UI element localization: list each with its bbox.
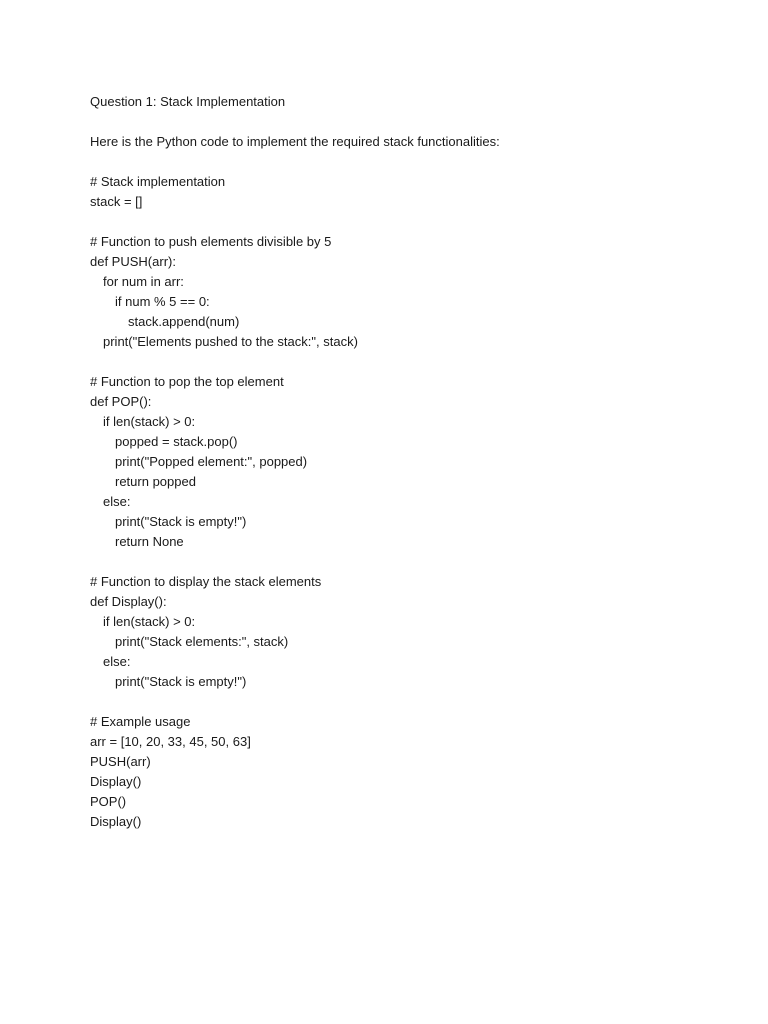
spacer bbox=[90, 552, 730, 572]
code-line: stack = [] bbox=[90, 194, 143, 209]
code-line: # Function to display the stack elements bbox=[90, 574, 322, 589]
spacer bbox=[90, 212, 730, 232]
code-line: stack.append(num) bbox=[128, 314, 240, 329]
code-line: print("Popped element:", popped) bbox=[115, 454, 308, 469]
document-body bbox=[90, 92, 730, 832]
code-line: arr = [10, 20, 33, 45, 50, 63] bbox=[90, 734, 251, 749]
code-line: Display() bbox=[90, 814, 142, 829]
code-line: Display() bbox=[90, 774, 142, 789]
code-line: return None bbox=[115, 534, 184, 549]
code-line: PUSH(arr) bbox=[90, 754, 151, 769]
code-line: if len(stack) > 0: bbox=[103, 614, 196, 629]
code-line: # Function to push elements divisible by 5 bbox=[90, 234, 332, 249]
code-line: else: bbox=[103, 494, 131, 509]
code-line: def POP(): bbox=[90, 394, 152, 409]
code-line: # Function to pop the top element bbox=[90, 374, 284, 389]
code-line: if len(stack) > 0: bbox=[103, 414, 196, 429]
code-line: else: bbox=[103, 654, 131, 669]
code-line: if num % 5 == 0: bbox=[115, 294, 210, 309]
code-line: # Example usage bbox=[90, 714, 191, 729]
spacer bbox=[90, 692, 730, 712]
code-line: def PUSH(arr): bbox=[90, 254, 176, 269]
spacer bbox=[90, 152, 730, 172]
question-title: Question 1: Stack Implementation bbox=[90, 94, 286, 109]
code-line: print("Stack elements:", stack) bbox=[115, 634, 289, 649]
code-line: def Display(): bbox=[90, 594, 167, 609]
code-line: print("Stack is empty!") bbox=[115, 674, 247, 689]
intro-text: Here is the Python code to implement the required stack functionalities: bbox=[90, 134, 500, 149]
spacer bbox=[90, 112, 730, 132]
code-line: return popped bbox=[115, 474, 196, 489]
code-line: for num in arr: bbox=[103, 274, 184, 289]
code-line: POP() bbox=[90, 794, 127, 809]
code-line: print("Elements pushed to the stack:", stack) bbox=[103, 334, 358, 349]
code-line: popped = stack.pop() bbox=[115, 434, 238, 449]
code-line: print("Stack is empty!") bbox=[115, 514, 247, 529]
code-line: # Stack implementation bbox=[90, 174, 226, 189]
spacer bbox=[90, 352, 730, 372]
